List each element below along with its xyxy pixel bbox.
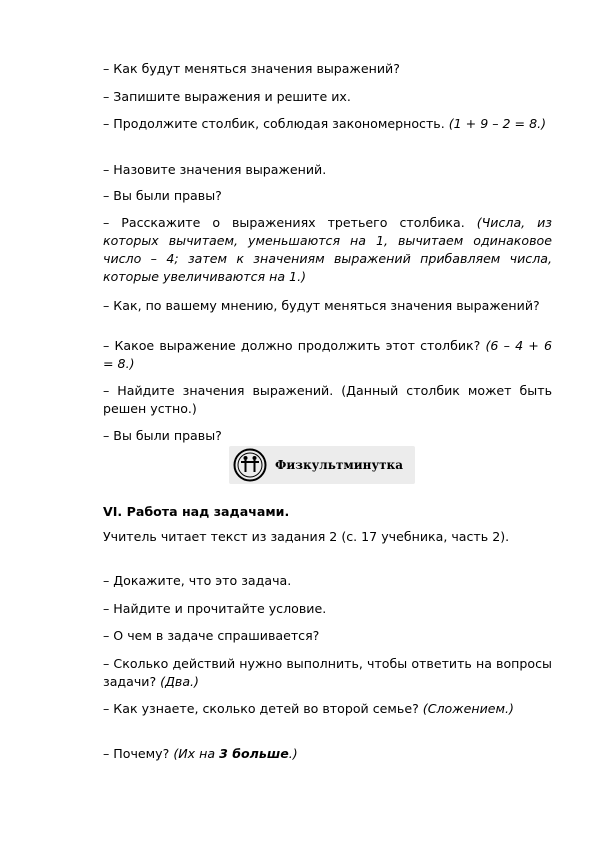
instruction-line: – Запишите выражения и решите их.: [103, 89, 351, 104]
answer-note: (1 + 9 – 2 = 8.): [448, 116, 547, 131]
answer-note: (Их на 3 больше.): [173, 746, 298, 761]
question-line: – Как будут меняться значения выражений?: [103, 61, 400, 76]
answer-note: (6 – 4 + 6 = 8.): [103, 338, 552, 371]
answer-note: (Сложением.): [422, 701, 514, 716]
instruction-line: – Продолжите столбик, соблюдая закономерность. (1 + 9 – 2 = 8.): [103, 116, 547, 131]
instruction-line: Учитель читает текст из задания 2 (с. 17 учебника, часть 2).: [103, 529, 510, 544]
instruction-line: – Докажите, что это задача.: [103, 573, 292, 588]
fizminutka-label: Физкультминутка: [275, 458, 403, 472]
question-line: – Сколько действий нужно выполнить, чтобы ответить на вопросы задачи? (Два.): [103, 656, 552, 689]
instruction-line: – Назовите значения выражений.: [103, 162, 327, 177]
instruction-line: – Найдите и прочитайте условие.: [103, 601, 327, 616]
section-heading: VI. Работа над задачами.: [103, 504, 290, 519]
question-line: – Почему? (Их на 3 больше.): [103, 746, 298, 761]
instruction-line: – Найдите значения выражений. (Данный столбик может быть решен устно.): [103, 383, 552, 416]
question-line: – Вы были правы?: [103, 428, 222, 443]
two-figures-icon: [233, 448, 267, 482]
answer-note: (Два.): [160, 674, 199, 689]
question-line: – Какое выражение должно продолжить этот столбик? (6 – 4 + 6 = 8.): [103, 338, 552, 371]
fizminutka-banner: [229, 446, 415, 484]
instruction-line: – Расскажите о выражениях третьего столбика. (Числа, из которых вычитаем, уменьшаются на 1, вычитаем одинаковое число – 4; затем к значениям выражений прибавляем числа, которые увеличиваются на 1.): [103, 215, 553, 284]
question-line: – Как, по вашему мнению, будут меняться значения выражений?: [103, 298, 540, 313]
question-line: – Как узнаете, сколько детей во второй семье? (Сложением.): [103, 701, 514, 716]
question-line: – О чем в задаче спрашивается?: [103, 628, 320, 643]
question-line: – Вы были правы?: [103, 188, 222, 203]
answer-note: (Числа, из которых вычитаем, уменьшаются на 1, вычитаем одинаковое число – 4; затем к значениям выражений прибавляем числа, которые увеличиваются на 1.): [103, 215, 553, 284]
